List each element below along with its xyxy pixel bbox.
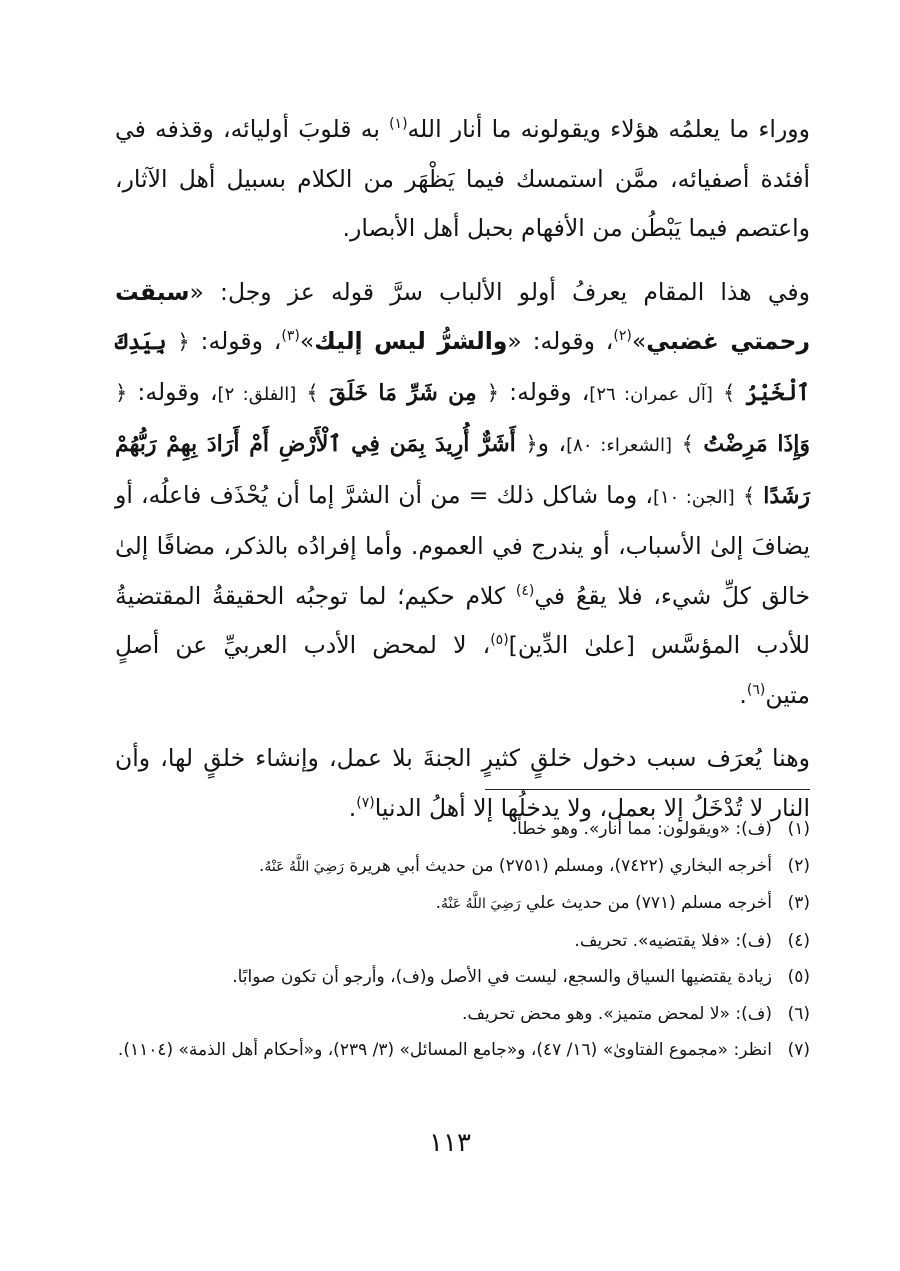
footnote-ref-4[interactable]: (٤) [515,582,535,599]
verse-citation-3: [الشعراء: ٨٠] [566,435,673,456]
footnote-number: (١) [787,819,810,839]
footnote-number: (٦) [787,1003,810,1024]
footnote-ref-7[interactable]: (٧) [356,794,375,811]
quran-bracket-close-icon: ﴾ [723,380,736,405]
footnote-text [115,885,772,923]
text-segment: . [348,793,357,822]
footnote-text [115,848,772,886]
footnote-ref-6[interactable]: (٦) [746,681,766,698]
footnote-text: (ف): «فلا يقتضيه». تحريف. [574,930,772,951]
honorific: رَضِيَ اللَّهُ عَنْهُ [264,858,345,875]
quran-bracket-open-icon: ﴿ [525,432,538,456]
paragraph-2 [115,268,810,721]
footnote-number: (٥) [787,967,810,987]
quran-bracket-close-icon: ﴾ [681,432,694,456]
footnote-ref-1[interactable]: (١) [389,116,408,133]
footnote-number: (٢) [787,855,810,876]
text-segment: ، و [537,429,567,457]
footnote-1 [115,811,810,848]
footnote-body: أخرجه مسلم (٧٧١) من حديث علي [520,893,772,913]
text-segment: ، وقوله: « [507,327,614,355]
footnote-ref-5[interactable]: (٥) [490,632,509,649]
text-segment: كلام حكيم؛ لما توجبُه الحقيقةُ المقتضيةُ للأدب المؤسَّس [علىٰ الدِّين] [115,581,810,659]
footnote-text: انظر: «مجموع الفتاوىٰ» (١٦/ ٤٧)، و«جامع المسائل» (٣/ ٢٣٩)، و«أحكام أهل الذمة» (١١٠٤). [117,1040,772,1060]
main-text [115,105,810,833]
verse-citation-4: [الجن: ١٠] [652,486,735,508]
quran-bracket-open-icon: ﴿ [486,380,500,405]
paragraph-1 [115,105,810,254]
footnote-number: (٧) [787,1040,810,1060]
text-segment: » [631,327,647,355]
verse-citation-1: [آل عمران: ٢٦] [589,383,713,405]
footnote-text: (ف): «لا لمحض متميز». وهو محض تحريف. [461,1003,772,1024]
footnote-3 [115,885,810,923]
text-segment: ، وما شاكل ذلك = من أن الشرَّ إما أن يُحْذَف فاعلُه، أو يضافَ إلىٰ الأسباب، أو يندرج في العموم. وأما إفرادُه بالذكر، مضافًا إلىٰ خالق كلِّ شيء، فلا يقعُ في [115,480,810,610]
footnote-tail: . [259,855,265,876]
page-number: ١١٣ [429,1128,471,1158]
footnote-text: (ف): «ويقولون: مما أنار». وهو خطأ. [511,819,772,839]
footnote-text: زيادة يقتضيها السياق والسجع، ليست في الأصل و(ف)، وأرجو أن تكون صوابًا. [232,967,772,987]
text-segment: ، وقوله: [189,327,282,355]
footnote-7 [115,1032,810,1069]
footnote-5 [115,959,810,996]
hadith-quote-2: والشرُّ ليس إليك [314,327,508,355]
quran-bracket-open-icon: ﴿ [177,330,190,354]
footnote-body: أخرجه البخاري (٧٤٢٢)، ومسلم (٢٧٥١) من حديث أبي هريرة [344,855,772,876]
text-segment: ، لا لمحض الأدب العربيِّ عن أصلٍ متين [115,631,810,709]
quran-bracket-close-icon: ﴾ [742,483,756,508]
footnote-2 [115,848,810,886]
verse-citation-2: [الفلق: ٢] [217,383,297,405]
text-segment: وفي هذا المقام يعرفُ أولو الألباب سرَّ قوله عز وجل: « [189,277,810,306]
honorific: رَضِيَ اللَّهُ عَنْهُ [441,896,521,912]
quran-verse-2: مِن شَرِّ مَا خَلَقَ [328,379,477,406]
text-segment: » [299,327,315,355]
text-segment: . [739,680,747,709]
quran-verse-4: أَشَرٌّ أُرِيدَ بِمَن فِي ٱلْأَرْضِ أَمْ أَرَادَ بِهِمْ رَبُّهُمْ رَشَدًا [115,431,810,509]
quran-bracket-close-icon: ﴾ [306,380,319,405]
footnote-tail: . [435,893,441,913]
quran-bracket-open-icon: ﴿ [115,380,128,405]
footnote-ref-2[interactable]: (٢) [613,328,632,345]
text-segment: ، وقوله: [499,377,590,406]
footnotes [115,811,810,1069]
quran-verse-1: بِيَدِكَ ٱلْخَيْرُ [115,329,810,406]
text-segment: به قلوبَ أوليائه، وقذفه في أفئدة أصفيائه، ممَّن استمسك فيما يَظْهَر من الكلام بسبيل أهل الآثار، واعتصم فيما يَبْطُن من الأفهام بحبل أهل الأبصار. [115,115,810,242]
quran-verse-3: وَإِذَا مَرِضْتُ [703,431,810,457]
footnote-4 [115,923,810,960]
footnote-6 [115,996,810,1033]
text-segment: ووراء ما يعلمُه هؤلاء ويقولونه ما أنار الله [407,115,810,143]
footnote-number: (٤) [787,930,810,951]
hadith-quote-1: سبقت رحمتي غضبي [115,277,810,355]
footnote-separator [485,789,810,790]
text-segment: ، وقوله: [127,377,218,406]
footnote-ref-3[interactable]: (٣) [281,328,300,345]
text-segment: وهنا يُعرَف سبب دخول خلقٍ كثيرٍ الجنةَ بلا عمل، وإنشاء خلقٍ لها، وأن النار لا تُدْخَلُ إلا بعمل، ولا يدخلُها إلا أهلُ الدنيا [115,744,810,822]
footnote-number: (٣) [787,893,810,913]
